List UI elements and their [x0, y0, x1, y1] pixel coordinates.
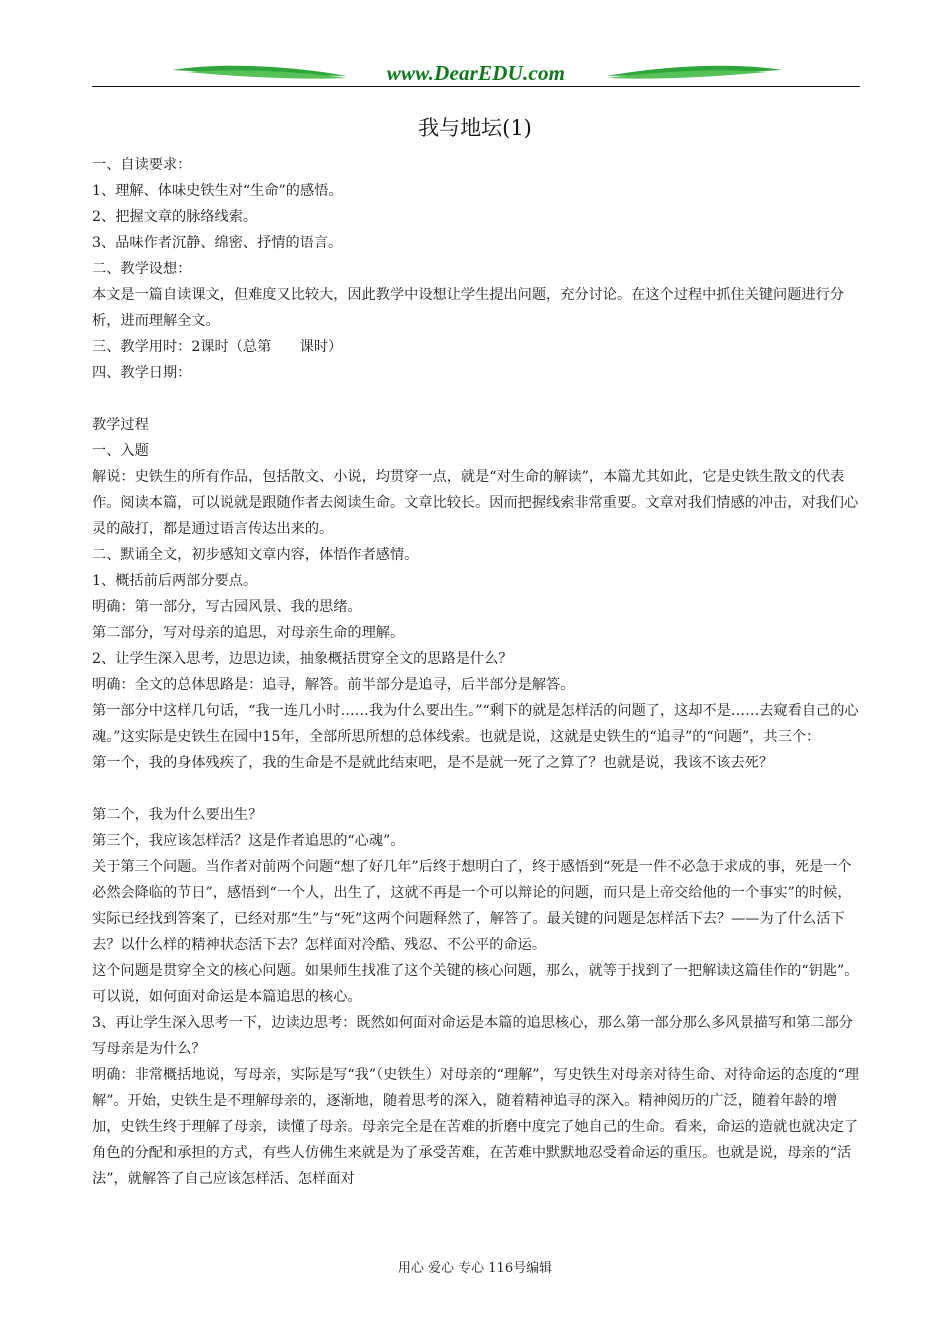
section-heading: 三、教学用时：2课时（总第 课时）: [92, 339, 343, 355]
blank-line: [92, 776, 862, 802]
section-heading: 一、入题: [92, 443, 149, 459]
requirement-item: 3、品味作者沉静、绵密、抒情的语言。: [92, 235, 343, 251]
blank-line: [92, 386, 862, 412]
paragraph: 明确：非常概括地说，写母亲，实际是写“我”（史铁生）对母亲的“理解”，写史铁生对母亲对待生命、对待命运的态度的“理解”。开始，史铁生是不理解母亲的，逐渐地，随着思考的深入，随着精神追寻的深入。精神阅历的广泛，随着年龄的增加，史铁生终于理解了母亲，读懂了母亲。母亲完全是在苦难的折磨中度完了她自己的生命。看来，命运的造就也就决定了角色的分配和承担的方式，有些人仿佛生来就是为了承受苦难，在苦难中默默地忍受着命运的重压。也就是说，母亲的“活法”，就解答了自己应该怎样活、怎样面对: [92, 1067, 859, 1187]
paragraph: 关于第三个问题。当作者对前两个问题“想了好几年”后终于想明白了，终于感悟到“死是一件不必急于求成的事，死是一个必然会降临的节日”，感悟到“一个人，出生了，这就不再是一个可以辩论的问题，而只是上帝交给他的一个事实”的时候，实际已经找到答案了，已经对那“生”与“死”这两个问题释然了，解答了。最关键的问题是怎样活下去？——为了什么活下去？以什么样的精神状态活下去？怎样面对冷酷、残忍、不公平的命运。: [92, 859, 852, 953]
paragraph: 解说：史铁生的所有作品，包括散文、小说，均贯穿一点，就是“对生命的解读”，本篇尤其如此，它是史铁生散文的代表作。阅读本篇，可以说就是跟随作者去阅读生命。文章比较长。因而把握线索非常重要。文章对我们情感的冲击，对我们心灵的敲打，都是通过语言传达出来的。: [92, 469, 859, 537]
paragraph: 第三个，我应该怎样活？这是作者追思的“心魂”。: [92, 833, 405, 849]
section-heading: 一、自读要求：: [92, 157, 192, 173]
requirement-item: 1、理解、体味史铁生对“生命”的感悟。: [92, 183, 343, 199]
paragraph: 第一个，我的身体残疾了，我的生命是不是就此结束吧，是不是就一死了之算了？也就是说，我该不该去死？: [92, 755, 774, 771]
section-heading: 四、教学日期：: [92, 365, 192, 381]
section-heading: 教学过程: [92, 417, 149, 433]
section-heading: 二、默诵全文，初步感知文章内容，体悟作者感情。: [92, 547, 419, 563]
paragraph: 第二个，我为什么要出生？: [92, 807, 263, 823]
paragraph: 这个问题是贯穿全文的核心问题。如果师生找准了这个关键的核心问题，那么，就等于找到了一把解读这篇佳作的“钥匙”。可以说，如何面对命运是本篇追思的核心。: [92, 963, 859, 1005]
requirement-item: 2、把握文章的脉络线索。: [92, 209, 258, 225]
header-divider: [92, 86, 860, 87]
section-heading: 二、教学设想：: [92, 261, 192, 277]
paragraph: 1、概括前后两部分要点。: [92, 573, 258, 589]
document-title: 我与地坛(1): [418, 116, 532, 140]
paragraph: 2、让学生深入思考，边思边读，抽象概括贯穿全文的思路是什么？: [92, 651, 513, 667]
document-body: [92, 152, 862, 1192]
paragraph: 明确：全文的总体思路是：追寻，解答。前半部分是追寻，后半部分是解答。: [92, 677, 575, 693]
site-logo-text: www.DearEDU.com: [386, 61, 566, 85]
paragraph: 3、再让学生深入思考一下，边读边思考：既然如何面对命运是本篇的追思核心，那么第一部分那么多风景描写和第二部分写母亲是为什么？: [92, 1015, 853, 1057]
paragraph: 第二部分，写对母亲的追思，对母亲生命的理解。: [92, 625, 405, 641]
paragraph: 明确：第一部分，写古园风景、我的思绪。: [92, 599, 362, 615]
paragraph: 第一部分中这样几句话，“我一连几小时……我为什么要出生。”“剩下的就是怎样活的问题了，这却不是……去窥看自己的心魂。”这实际是史铁生在园中15年，全部所思所想的总体线索。也就是说，这就是史铁生的“追寻”的“问题”，共三个：: [92, 703, 859, 745]
page-footer: 用心 爱心 专心 116号编辑: [397, 1261, 553, 1276]
paragraph: 本文是一篇自读课文，但难度又比较大，因此教学中设想让学生提出问题，充分讨论。在这个过程中抓住关键问题进行分析，进而理解全文。: [92, 287, 844, 329]
